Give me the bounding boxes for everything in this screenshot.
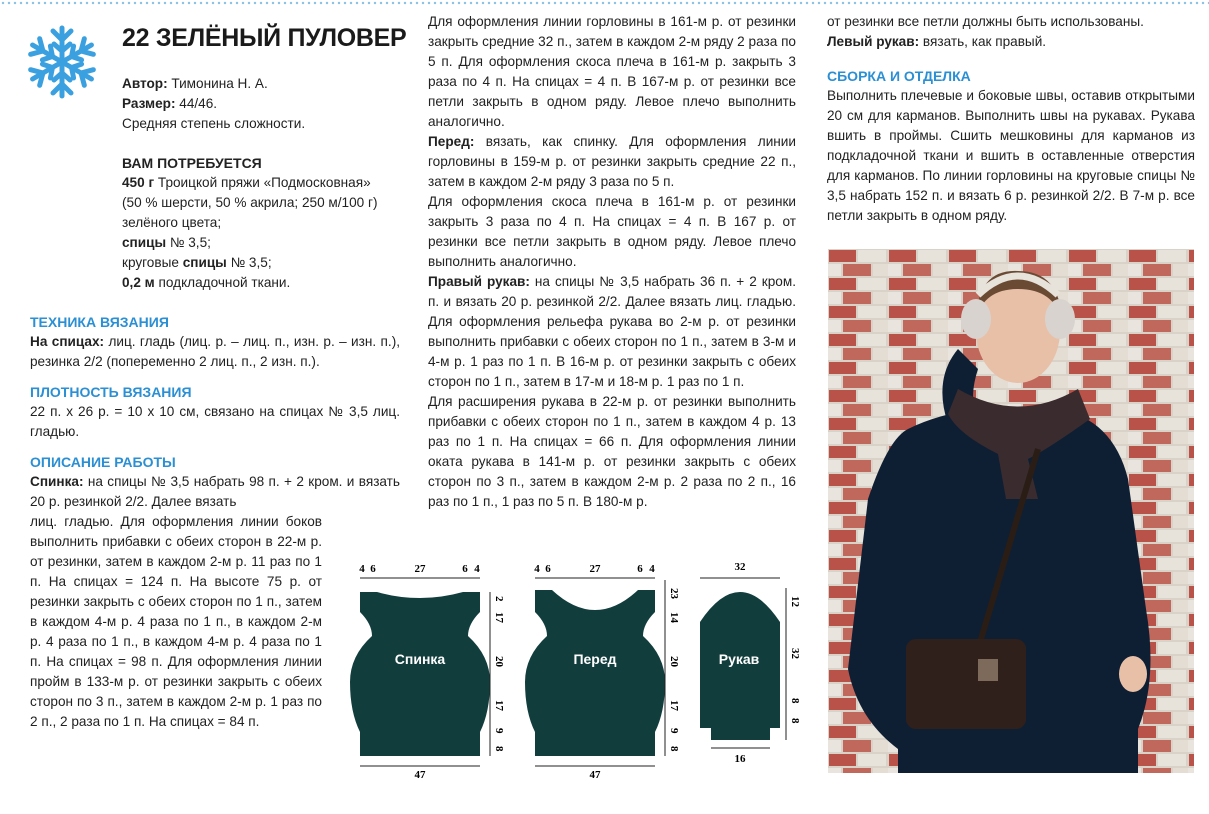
page-title: 22 ЗЕЛЁНЫЙ ПУЛОВЕР [122, 24, 407, 52]
svg-text:4: 4 [534, 563, 540, 575]
yarn-amount: 450 г [122, 175, 155, 190]
sleeve-widen-text: Для расширения рукава в 22-м р. от резинки выполнить прибавки с обеих сторон по 1 п., затем в каждом 4 р. 13 раз по 1 п. На спицах = 66 п. Для оформления линии оката рукава в 141-м р. от резинки закрыть с обеих сторон по 3 п., затем в каждом 2-м р. 2 раза по 2 п., 16 раз по 1 п., 1 раз по 5 п. В 180-м р. [428, 394, 796, 509]
column-right [827, 12, 1195, 226]
svg-text:27: 27 [414, 563, 426, 575]
svg-text:23: 23 [668, 588, 680, 599]
yarn-color: зелёного цвета; [122, 215, 222, 230]
pattern-meta [122, 74, 402, 134]
assembly-heading: СБОРКА И ОТДЕЛКА [827, 68, 971, 84]
front-shape [525, 590, 665, 756]
right-sleeve-text: Правый рукав: на спицы № 3,5 набрать 36 п. + 2 кром. п. и вязать 20 р. резинкой 2/2. Далее вязать лиц. гладью. Для оформления рельефа рукава во 2-м р. от резинки выполнить прибавки с обеих сторон по 1 п., затем в 3-м и 4-м р. 1 раз по 1 п. В 16-м р. от резинки закрыть с обеих сторон по 1 п., затем в 17-м и 18-м р. 1 раз по 1 п. [428, 274, 796, 389]
back-side-measurements [493, 596, 505, 752]
svg-text:17: 17 [493, 612, 505, 623]
svg-text:8: 8 [789, 718, 801, 724]
svg-text:6: 6 [545, 563, 551, 575]
svg-text:2: 2 [493, 596, 505, 602]
svg-text:27: 27 [589, 563, 601, 575]
dotted-top-border [0, 0, 1209, 6]
needles-label: спицы [122, 235, 167, 250]
difficulty: Средняя степень сложности. [122, 116, 306, 131]
sleeve-side-measurements [789, 596, 801, 724]
back-text-1: Спинка: на спицы № 3,5 набрать 98 п. + 2 кром. и вязать 20 р. резинкой 2/2. Далее вязать [30, 474, 400, 509]
back-width: 47 [414, 769, 426, 781]
svg-text:8: 8 [789, 698, 801, 704]
circular-needles-label: спицы [182, 255, 227, 270]
pattern-schematics [340, 552, 810, 784]
back-label: Спинка [394, 651, 446, 667]
earmuff-right [1045, 299, 1075, 339]
materials-heading: ВАМ ПОТРЕБУЕТСЯ [122, 155, 262, 171]
svg-text:4: 4 [359, 563, 365, 575]
model-photo [828, 249, 1194, 773]
sleeve-schematic [700, 561, 786, 765]
circular-needles-size: № 3,5; [226, 255, 272, 270]
back-text-2: лиц. гладью. Для оформления линии боков выполнить прибавки с обеих сторон в 22-м р. от резинки, затем в каждом 2-м р. 11 раз по 1 п. На спицах = 124 п. На высоте 75 р. от резинки закрыть с обеих сторон по 1 п., затем в каждом 4-м р. 4 раза по 1 п., в каждом 2-м р. 4 раза по 1 п., в каждом 4-м р. 4 раза по 1 п. На спицах = 98 п. Для оформления линии пройм в 133-м р. от резинки закрыть с обеих сторон по 3 п., затем в каждом 2-м р. 1 раз по 2 п., 2 раза по 1 п. На спицах = 84 п. [30, 514, 322, 729]
gauge-heading: ПЛОТНОСТЬ ВЯЗАНИЯ [30, 384, 192, 400]
svg-text:32: 32 [789, 648, 801, 659]
sleeve-end-text: от резинки все петли должны быть использованы. [827, 14, 1144, 29]
hand [1119, 656, 1147, 692]
author-value: Тимонина Н. А. [167, 76, 268, 91]
back-schematic [350, 563, 490, 781]
svg-text:20: 20 [668, 656, 680, 667]
size-value: 44/46. [175, 96, 218, 111]
yarn-composition: (50 % шерсти, 50 % акрила; 250 м/100 г) [122, 195, 378, 210]
svg-text:8: 8 [668, 746, 680, 752]
sleeve-bottom-width: 16 [734, 753, 746, 765]
svg-text:6: 6 [637, 563, 643, 575]
earmuff-left [961, 299, 991, 339]
circular-label: круговые [122, 255, 183, 270]
gauge-text: 22 п. x 26 р. = 10 x 10 см, связано на спицах № 3,5 лиц. гладью. [30, 404, 400, 439]
size-label: Размер: [122, 96, 176, 111]
svg-text:9: 9 [668, 728, 680, 734]
front-label: Перед [573, 651, 617, 667]
yarn-name: Троицкой пряжи «Подмосковная» [154, 175, 371, 190]
snowflake-icon [26, 24, 98, 100]
svg-text:12: 12 [789, 596, 801, 607]
front-schematic [525, 563, 665, 781]
fabric-amount: 0,2 м [122, 275, 155, 290]
work-heading: ОПИСАНИЕ РАБОТЫ [30, 454, 176, 470]
column-middle [428, 12, 796, 512]
front-width: 47 [589, 769, 601, 781]
back-shape [350, 592, 490, 756]
author-label: Автор: [122, 76, 168, 91]
bag [906, 639, 1026, 729]
svg-text:14: 14 [668, 612, 680, 623]
needles-size: № 3,5; [166, 235, 211, 250]
svg-text:4: 4 [474, 563, 480, 575]
svg-text:20: 20 [493, 656, 505, 667]
svg-text:9: 9 [493, 728, 505, 734]
svg-text:6: 6 [462, 563, 468, 575]
sleeve-top-width: 32 [734, 561, 746, 573]
svg-text:4: 4 [649, 563, 655, 575]
neckline-text: Для оформления линии горловины в 161-м р. от резинки закрыть средние 32 п., затем в каждом 2-м ряду 2 раза по 5 п. Для оформления скоса плеча в 161-м р. закрыть 3 раза по 4 п. На спицах = 4 п. В 167-м р. от резинки все петли закрыть в одном ряду. Левое плечо выполнить аналогично. [428, 14, 796, 129]
svg-text:8: 8 [493, 746, 505, 752]
materials-section [122, 153, 402, 293]
technique-text: На спицах: лиц. гладь (лиц. р. – лиц. п., изн. р. – изн. п.), резинка 2/2 (попеременно 2 лиц. п., 2 изн. п.). [30, 334, 400, 369]
svg-text:17: 17 [668, 700, 680, 711]
sleeve-label: Рукав [718, 651, 760, 667]
technique-heading: ТЕХНИКА ВЯЗАНИЯ [30, 314, 169, 330]
front-text: Перед: вязать, как спинку. Для оформления линии горловины в 159-м р. от резинки закрыть средние 22 п., затем в каждом 2-м ряду 3 раза по 5 п. [428, 134, 796, 189]
svg-text:17: 17 [493, 700, 505, 711]
svg-text:6: 6 [370, 563, 376, 575]
fabric-name: подкладочной ткани. [154, 275, 291, 290]
assembly-text: Выполнить плечевые и боковые швы, оставив открытыми 20 см для карманов. Выполнить швы на рукавах. Рукава вшить в проймы. Сшить мешковины для карманов из подкладочной ткани и вшить в оставленные отверстия для карманов. По линии горловины на круговые спицы № 3,5 набрать 152 п. и вязать 6 р. резинкой 2/2. В 7-м р. все петли закрыть в одном ряду. [827, 88, 1195, 223]
shoulder-text: Для оформления скоса плеча в 161-м р. от резинки закрыть 3 раза по 4 п. На спицах = 4 п. В 167 р. от резинки все петли закрыть в одном ряду. Левое плечо выполнить аналогично. [428, 194, 796, 269]
front-side-measurements [668, 588, 680, 752]
left-sleeve-text: Левый рукав: вязать, как правый. [827, 34, 1047, 49]
